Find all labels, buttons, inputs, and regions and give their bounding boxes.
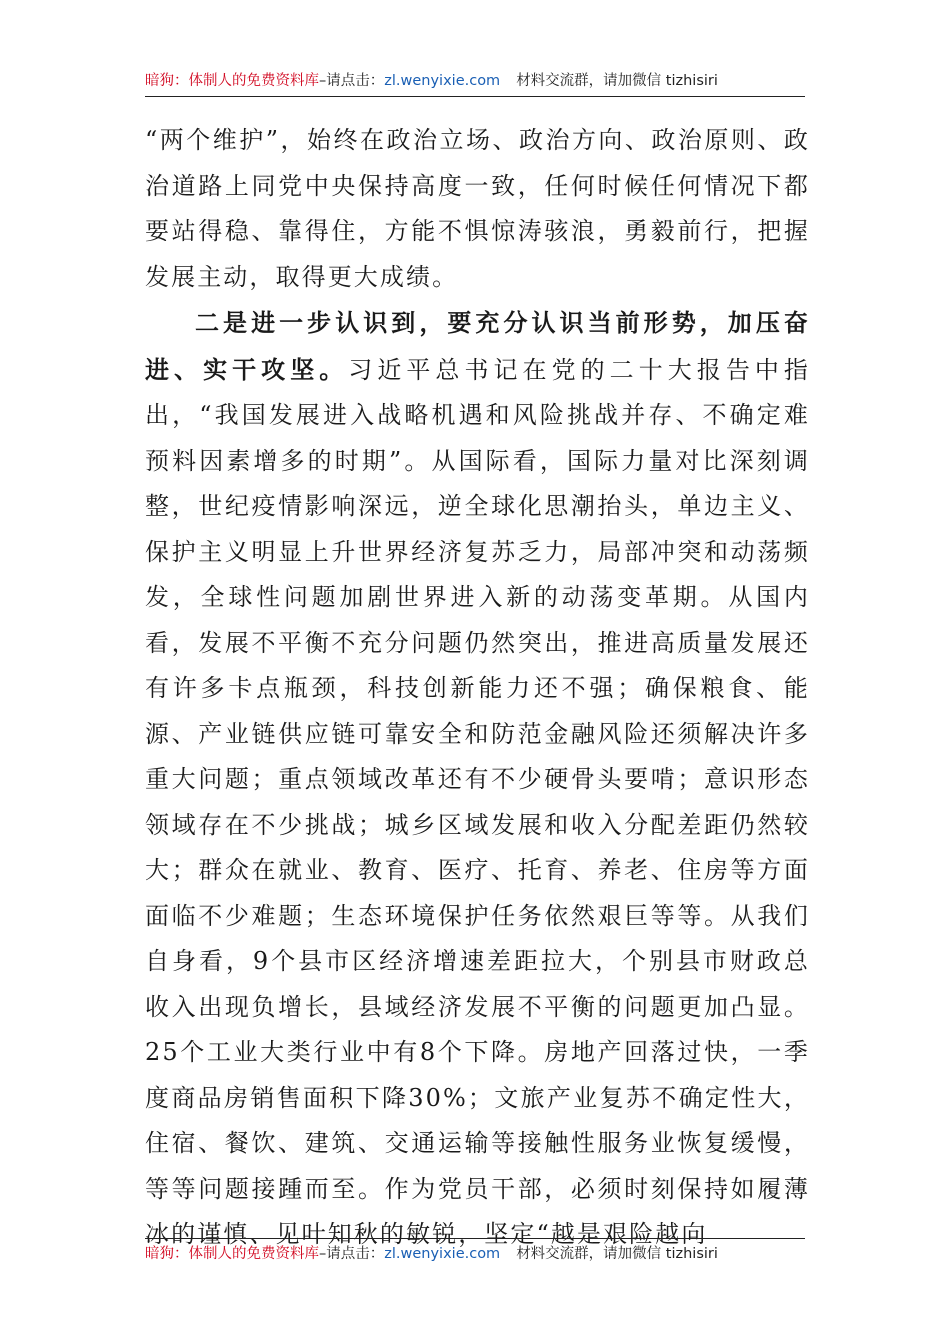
footer-site-link[interactable]: zl.wenyixie.com	[384, 1246, 501, 1262]
page-footer	[145, 1238, 805, 1269]
header-site-link[interactable]: zl.wenyixie.com	[384, 73, 501, 89]
header-click-prompt: –请点击：	[319, 73, 385, 89]
header-group-text: 材料交流群，请加微信 tizhisiri	[516, 73, 718, 89]
header-brand-text: 暗狗：体制人的免费资料库	[145, 73, 319, 89]
document-body	[145, 118, 810, 1258]
page-header	[145, 66, 805, 97]
footer-click-prompt: –请点击：	[319, 1246, 385, 1262]
paragraph-second-point	[145, 300, 810, 1258]
paragraph-body-text: 习近平总书记在党的二十大报告中指出，“我国发展进入战略机遇和风险挑战并存、不确定难预料因素增多的时期”。从国际看，国际力量对比深刻调整，世纪疫情影响深远，逆全球化思潮抬头，单边主义、保护主义明显上升世界经济复苏乏力，局部冲突和动荡频发，全球性问题加剧世界进入新的动荡变革期。从国内看，发展不平衡不充分问题仍然突出，推进高质量发展还有许多卡点瓶颈，科技创新能力还不强；确保粮食、能源、产业链供应链可靠安全和防范金融风险还须解决许多重大问题；重点领域改革还有不少硬骨头要啃；意识形态领域存在不少挑战；城乡区域发展和收入分配差距仍然较大；群众在就业、教育、医疗、托育、养老、住房等方面面临不少难题；生态环境保护任务依然艰巨等等。从我们自身看，9个县市区经济增速差距拉大，个别县市财政总收入出现负增长，县域经济发展不平衡的问题更加凸显。25个工业大类行业中有8个下降。房地产回落过快，一季度商品房销售面积下降30%；文旅产业复苏不确定性大，住宿、餐饮、建筑、交通运输等接触性服务业恢复缓慢，等等问题接踵而至。作为党员干部，必须时刻保持如履薄冰的谨慎、见叶知秋的敏锐，坚定“越是艰险越向	[145, 355, 811, 1248]
footer-brand-text: 暗狗：体制人的免费资料库	[145, 1246, 319, 1262]
paragraph-continuation: “两个维护”，始终在政治立场、政治方向、政治原则、政治道路上同党中央保持高度一致，任何时候任何情况下都要站得稳、靠得住，方能不惧惊涛骇浪，勇毅前行，把握发展主动，取得更大成绩。	[145, 126, 810, 291]
paragraph-lead-heading: 二是进一步认识到，要充分认识当前形势，加压奋进、实干攻坚。	[145, 308, 810, 384]
footer-group-text: 材料交流群，请加微信 tizhisiri	[516, 1246, 718, 1262]
